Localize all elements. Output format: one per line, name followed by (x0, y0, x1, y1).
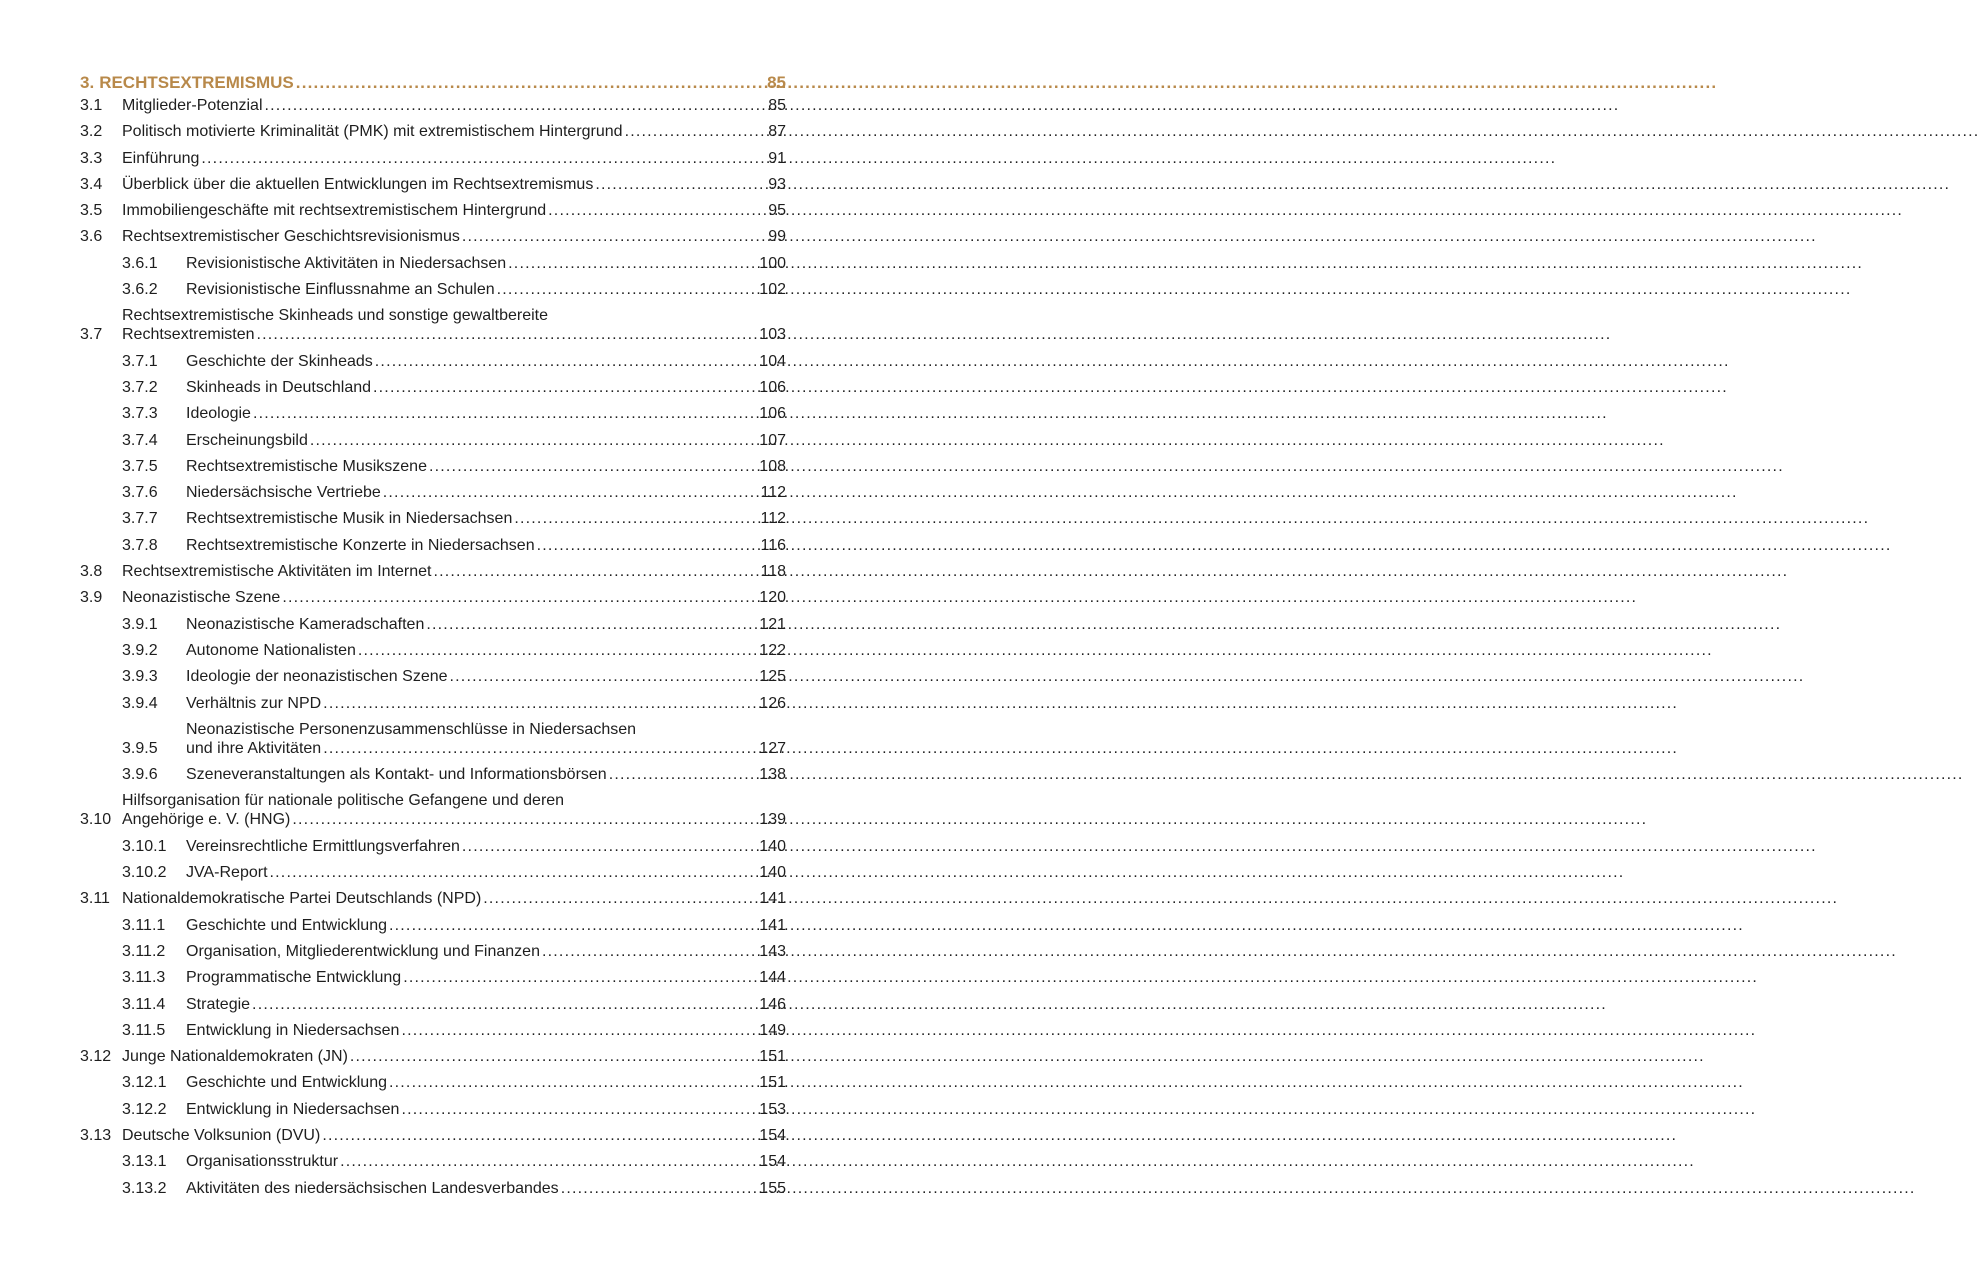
toc-entry[interactable] (80, 942, 786, 961)
toc-dot-leader (282, 588, 757, 607)
toc-dot-leader (265, 96, 764, 115)
toc-entry[interactable] (80, 615, 786, 634)
toc-dot-leader (401, 1021, 757, 1040)
toc-entry-title: Neonazistische Kameradschaften (186, 615, 425, 633)
toc-entry-number: 3.7.5 (122, 457, 158, 475)
toc-dot-leader (483, 889, 757, 908)
toc-entry-title-line1: Hilfsorganisation für nationale politische Gefangene und deren (122, 792, 565, 810)
toc-entry-page: 139 (759, 811, 786, 829)
toc-entry-page: 151 (759, 1074, 786, 1092)
toc-entry-title: Organisation, Mitgliederentwicklung und Finanzen (186, 942, 540, 960)
toc-dot-leader (561, 1179, 758, 1198)
toc-entry-title: Aktivitäten des niedersächsischen Landesverbandes (186, 1179, 559, 1197)
toc-dot-leader (625, 122, 764, 141)
toc-entry-title: Szeneveranstaltungen als Kontakt- und Informationsbörsen (186, 766, 607, 784)
toc-dot-leader (542, 942, 757, 961)
toc-dot-leader (322, 1126, 757, 1145)
toc-entry-page: 104 (759, 352, 786, 370)
toc-entry-title: Rechtsextremistische Aktivitäten im Internet (122, 563, 432, 581)
toc-entry-page: 126 (759, 694, 786, 712)
toc-entry-title: Autonome Nationalisten (186, 641, 356, 659)
toc-entry-page: 93 (768, 175, 786, 193)
toc-page (0, 0, 900, 1276)
toc-entry-page: 112 (760, 484, 786, 502)
toc-entry[interactable] (80, 1073, 786, 1092)
toc-entry-number: 3.6 (80, 228, 103, 246)
toc-entry-title: Rechtsextremistische Musikszene (186, 457, 427, 475)
toc-entry-page: 127 (759, 739, 786, 757)
toc-entry-page: 144 (759, 969, 786, 987)
toc-dot-leader (389, 1073, 757, 1092)
toc-entry[interactable] (80, 149, 786, 168)
toc-entry-title: Einführung (122, 149, 200, 167)
toc-entry-title: Immobiliengeschäfte mit rechtsextremistischem Hintergrund (122, 202, 547, 220)
toc-dot-leader (497, 280, 758, 299)
toc-entry-title: Deutsche Volksunion (DVU) (122, 1126, 321, 1144)
toc-entry-title: Junge Nationaldemokraten (JN) (122, 1048, 348, 1066)
toc-dot-leader (323, 739, 757, 758)
toc-entry[interactable] (80, 201, 786, 220)
toc-dot-leader (358, 641, 757, 660)
toc-entry[interactable] (80, 227, 786, 246)
toc-dot-leader (253, 404, 757, 423)
toc-entry[interactable] (80, 96, 786, 115)
toc-entry-number: 3.9.3 (122, 668, 158, 686)
toc-entry-title: Ideologie der neonazistischen Szene (186, 668, 448, 686)
toc-entry[interactable] (80, 536, 786, 555)
toc-entry[interactable] (80, 1021, 786, 1040)
toc-entry-title: Skinheads in Deutschland (186, 378, 372, 396)
toc-dot-leader (257, 325, 758, 344)
toc-entry-number: 3.13.1 (122, 1153, 167, 1171)
toc-entry-number: 3.4 (80, 175, 103, 193)
toc-entry-page: 106 (759, 405, 786, 423)
toc-entry-number: 3.2 (80, 123, 103, 141)
toc-dot-leader (373, 378, 757, 397)
toc-entry-title-line2: und ihre Aktivitäten (186, 739, 322, 757)
toc-entry-page: 149 (759, 1021, 786, 1039)
toc-entry-page: 151 (759, 1048, 786, 1066)
toc-entry[interactable] (80, 1126, 786, 1145)
toc-dot-leader (296, 73, 764, 92)
toc-entry-page: 155 (759, 1179, 786, 1197)
toc-entry-page: 100 (759, 254, 786, 272)
toc-entry-page: 107 (759, 431, 786, 449)
toc-entry-page: 120 (759, 589, 786, 607)
toc-chapter-page: 85 (767, 73, 786, 92)
toc-entry[interactable] (80, 641, 786, 660)
toc-entry-page: 112 (760, 510, 786, 528)
toc-entry[interactable] (80, 588, 786, 607)
toc-entry-number: 3.8 (80, 563, 103, 581)
toc-entry-number: 3.9.4 (122, 694, 158, 712)
toc-entry[interactable] (80, 1179, 786, 1198)
toc-entry-number: 3.11.2 (122, 942, 166, 960)
toc-entry-title: Rechtsextremistischer Geschichtsrevisionismus (122, 228, 460, 246)
toc-entry-page: 108 (759, 457, 786, 475)
toc-dot-leader (462, 837, 757, 856)
toc-dot-leader (383, 483, 759, 502)
toc-entry-number: 3.6.2 (122, 281, 158, 299)
toc-entry-number: 3.7.3 (122, 405, 158, 423)
toc-entry-page: 141 (759, 916, 786, 934)
toc-entry-page: 99 (768, 228, 786, 246)
toc-entry[interactable] (80, 995, 786, 1014)
toc-entry-title: Überblick über die aktuellen Entwicklungen im Rechtsextremismus (122, 175, 594, 193)
toc-entry-number: 3.11.4 (122, 995, 166, 1013)
toc-entry-number: 3.10.2 (122, 864, 167, 882)
toc-entry[interactable] (80, 457, 786, 476)
toc-entry-page: 138 (759, 766, 786, 784)
toc-entry-title: Organisationsstruktur (186, 1153, 339, 1171)
toc-entry-number: 3.7.1 (122, 352, 158, 370)
toc-dot-leader (595, 175, 764, 194)
toc-entry[interactable] (80, 431, 786, 450)
toc-entry-number: 3.11.1 (122, 916, 166, 934)
toc-dot-leader (426, 615, 757, 634)
toc-entry-page: 106 (759, 378, 786, 396)
toc-entry-page: 121 (759, 615, 786, 633)
toc-dot-leader (537, 536, 759, 555)
toc-entry[interactable] (80, 889, 786, 908)
toc-entry-page: 125 (759, 668, 786, 686)
toc-entry[interactable] (80, 837, 786, 856)
toc-dot-leader (403, 968, 757, 987)
toc-entry-number: 3.11.3 (122, 969, 166, 987)
toc-entry-title: Erscheinungsbild (186, 431, 308, 449)
toc-entry[interactable] (80, 720, 786, 758)
toc-entry-title: Ideologie (186, 405, 251, 423)
toc-dot-leader (375, 352, 758, 371)
toc-entry[interactable] (80, 916, 786, 935)
toc-entry[interactable] (80, 1152, 786, 1171)
toc-entry-number: 3.12.2 (122, 1100, 167, 1118)
toc-entry[interactable] (80, 175, 786, 194)
toc-dot-leader (508, 254, 757, 273)
toc-entry-title: Vereinsrechtliche Ermittlungsverfahren (186, 837, 460, 855)
toc-entry-page: 85 (768, 97, 786, 114)
toc-entry-number: 3.12.1 (122, 1074, 167, 1092)
toc-entry-title: Geschichte und Entwicklung (186, 916, 387, 934)
toc-entry-page: 87 (768, 123, 786, 141)
toc-entry-title: Entwicklung in Niedersachsen (186, 1021, 400, 1039)
toc-entry[interactable] (80, 509, 786, 528)
toc-dot-leader (401, 1100, 757, 1119)
toc-entry-title-line2: Rechtsextremisten (122, 326, 255, 344)
toc-entry-number: 3.7.4 (122, 431, 158, 449)
toc-entry-number: 3.9.2 (122, 641, 158, 659)
toc-entry-number: 3.7 (80, 326, 103, 344)
toc-dot-leader (433, 562, 758, 581)
toc-entry-number: 3.9.6 (122, 766, 158, 784)
toc-entry[interactable] (80, 694, 786, 713)
toc-entry-page: 95 (768, 202, 786, 220)
toc-entry[interactable] (80, 122, 786, 141)
toc-entry-page: 153 (759, 1100, 786, 1118)
toc-entry-number: 3.13 (80, 1126, 112, 1144)
toc-entry-number: 3.9.1 (122, 615, 158, 633)
toc-entry-page: 102 (759, 281, 786, 299)
toc-entry[interactable] (80, 254, 786, 273)
toc-entry-page: 140 (759, 837, 786, 855)
toc-chapter-number: 3. (80, 73, 95, 92)
toc-entry-number: 3.9 (80, 589, 103, 607)
toc-entry[interactable] (80, 352, 786, 371)
toc-entry-number: 3.12 (80, 1048, 112, 1066)
toc-entry[interactable] (80, 378, 786, 397)
toc-entry[interactable] (80, 791, 786, 829)
toc-entry-title: Niedersächsische Vertriebe (186, 484, 381, 502)
toc-chapter-title: RECHTSEXTREMISMUS (99, 73, 294, 92)
toc-entry-number: 3.5 (80, 202, 103, 220)
toc-entry-page: 141 (759, 890, 786, 908)
toc-entry-number: 3.3 (80, 149, 103, 167)
toc-dot-leader (350, 1047, 757, 1066)
toc-dot-leader (252, 995, 757, 1014)
toc-dot-leader (450, 667, 758, 686)
toc-entry-title: Mitglieder-Potenzial (122, 97, 263, 114)
toc-entry[interactable] (80, 483, 786, 502)
toc-entry-title: Geschichte und Entwicklung (186, 1074, 387, 1092)
toc-entry-page: 118 (760, 563, 786, 581)
toc-entry-number: 3.11 (80, 890, 110, 908)
toc-entry-number: 3.9.5 (122, 739, 158, 757)
toc-entry[interactable] (80, 280, 786, 299)
toc-entry[interactable] (80, 765, 786, 784)
toc-entry[interactable] (80, 968, 786, 987)
toc-entry-title: Programmatische Entwicklung (186, 969, 402, 987)
toc-entry-title-line1: Rechtsextremistische Skinheads und sonstige gewaltbereite (122, 307, 549, 325)
toc-entry[interactable] (80, 1100, 786, 1119)
table-of-contents (80, 73, 786, 1205)
toc-dot-leader (292, 810, 757, 829)
toc-dot-leader (429, 457, 757, 476)
toc-entry-page: 91 (768, 149, 786, 167)
toc-entry-title-line1: Neonazistische Personenzusammenschlüsse in Niedersachsen (186, 720, 637, 738)
toc-entry-title: Revisionistische Einflussnahme an Schulen (186, 281, 495, 299)
toc-entry-number: 3.11.5 (122, 1021, 166, 1039)
toc-entry-title: Entwicklung in Niedersachsen (186, 1100, 400, 1118)
toc-dot-leader (323, 694, 757, 713)
toc-entry-title-line2: Angehörige e. V. (HNG) (122, 811, 291, 829)
toc-entry-number: 3.6.1 (122, 254, 158, 272)
toc-dot-leader (609, 765, 758, 784)
toc-entry[interactable] (80, 863, 786, 882)
toc-entry-page: 154 (759, 1126, 786, 1144)
toc-dot-leader (462, 227, 764, 246)
toc-entry-title: Nationaldemokratische Partei Deutschlands (NPD) (122, 890, 482, 908)
toc-dot-leader (270, 863, 758, 882)
toc-entry[interactable] (80, 562, 786, 581)
toc-entry-number: 3.1 (80, 97, 103, 114)
toc-entry-number: 3.7.8 (122, 536, 158, 554)
toc-dot-leader (340, 1152, 757, 1171)
toc-entry-title: Rechtsextremistische Musik in Niedersachsen (186, 510, 513, 528)
toc-entry-page: 140 (759, 864, 786, 882)
toc-entry-title: Rechtsextremistische Konzerte in Niedersachsen (186, 536, 535, 554)
toc-entry-title: Revisionistische Aktivitäten in Niedersachsen (186, 254, 507, 272)
toc-entry-list (80, 96, 786, 1198)
toc-entry-page: 122 (759, 641, 786, 659)
toc-dot-leader (514, 509, 758, 528)
toc-entry-title: Neonazistische Szene (122, 589, 281, 607)
toc-entry[interactable] (80, 404, 786, 423)
toc-chapter-heading[interactable] (80, 73, 786, 92)
toc-entry-page: 103 (759, 326, 786, 344)
toc-entry-page: 116 (760, 536, 786, 554)
toc-dot-leader (548, 201, 764, 220)
toc-entry-number: 3.10 (80, 811, 112, 829)
toc-entry-title: Strategie (186, 995, 251, 1013)
toc-entry-title: JVA-Report (186, 864, 268, 882)
toc-entry-number: 3.10.1 (122, 837, 167, 855)
toc-entry[interactable] (80, 306, 786, 344)
toc-entry-title: Verhältnis zur NPD (186, 694, 322, 712)
toc-dot-leader (201, 149, 764, 168)
toc-entry-number: 3.7.2 (122, 378, 158, 396)
toc-dot-leader (310, 431, 757, 450)
toc-entry-page: 143 (759, 942, 786, 960)
toc-entry-page: 154 (759, 1153, 786, 1171)
toc-entry-page: 146 (759, 995, 786, 1013)
toc-entry-number: 3.7.6 (122, 484, 158, 502)
toc-entry-number: 3.7.7 (122, 510, 158, 528)
toc-dot-leader (389, 916, 757, 935)
toc-entry[interactable] (80, 1047, 786, 1066)
toc-entry-title: Politisch motivierte Kriminalität (PMK) mit extremistischem Hintergrund (122, 123, 623, 141)
toc-entry-number: 3.13.2 (122, 1179, 167, 1197)
toc-entry[interactable] (80, 667, 786, 686)
toc-entry-title: Geschichte der Skinheads (186, 352, 373, 370)
